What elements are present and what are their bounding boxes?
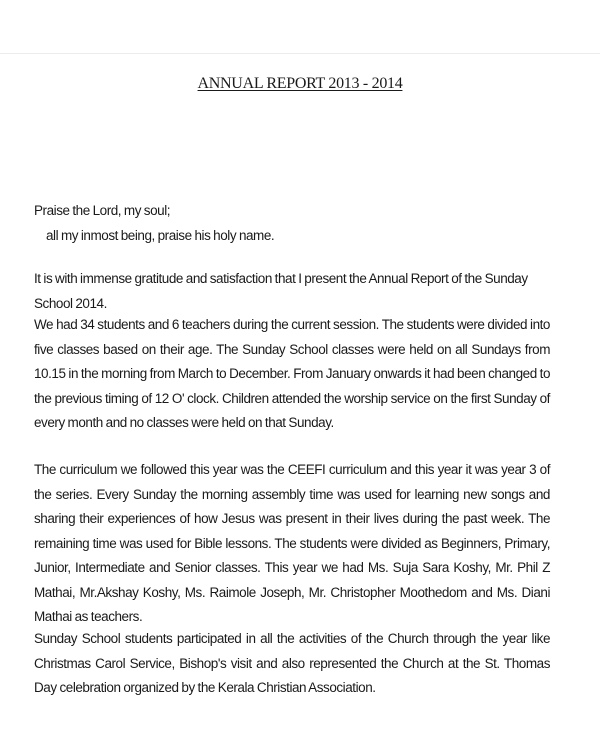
intro-paragraph: It is with immense gratitude and satisfaction that I present the Annual Report of the Sunday School 2014. <box>34 271 528 311</box>
students-paragraph: We had 34 students and 6 teachers during the current session. The students were divided into five classes based on their age. The Sunday School classes were held on all Sundays from 10.15 in the morning from March to December. From January onwards it had been changed to the previous timing of 12 O' clock. Children attended the worship service on the first Sunday of every month and no classes were held on that Sunday. <box>34 317 550 430</box>
verse-line-1: Praise the Lord, my soul; <box>34 203 171 218</box>
page-top-divider <box>0 53 600 54</box>
curriculum-paragraph: The curriculum we followed this year was the CEEFI curriculum and this year it was year 3 of the series. Every Sunday the morning assembly time was used for learning new songs and sharing their experiences of how Jesus was present in their lives during the past week. The remaining time was used for Bible lessons. The students were divided as Beginners, Primary, Junior, Intermediate and Senior classes. This year we had Ms. Suja Sara Koshy, Mr. Phil Z Mathai, Mr.Akshay Koshy, Ms. Raimole Joseph, Mr. Christopher Moothedom and Ms. Diani Mathai as teachers. <box>34 462 550 624</box>
activities-paragraph: Sunday School students participated in all the activities of the Church through the year like Christmas Carol Service, Bishop's visit and also represented the Church at the St. Thomas Day celebration organized by the Kerala Christian Association. <box>34 631 550 695</box>
report-title: ANNUAL REPORT 2013 - 2014 <box>197 75 403 92</box>
verse-line-2: all my inmost being, praise his holy name. <box>46 227 275 243</box>
opening-verse <box>34 199 550 248</box>
report-title-container <box>0 73 600 95</box>
